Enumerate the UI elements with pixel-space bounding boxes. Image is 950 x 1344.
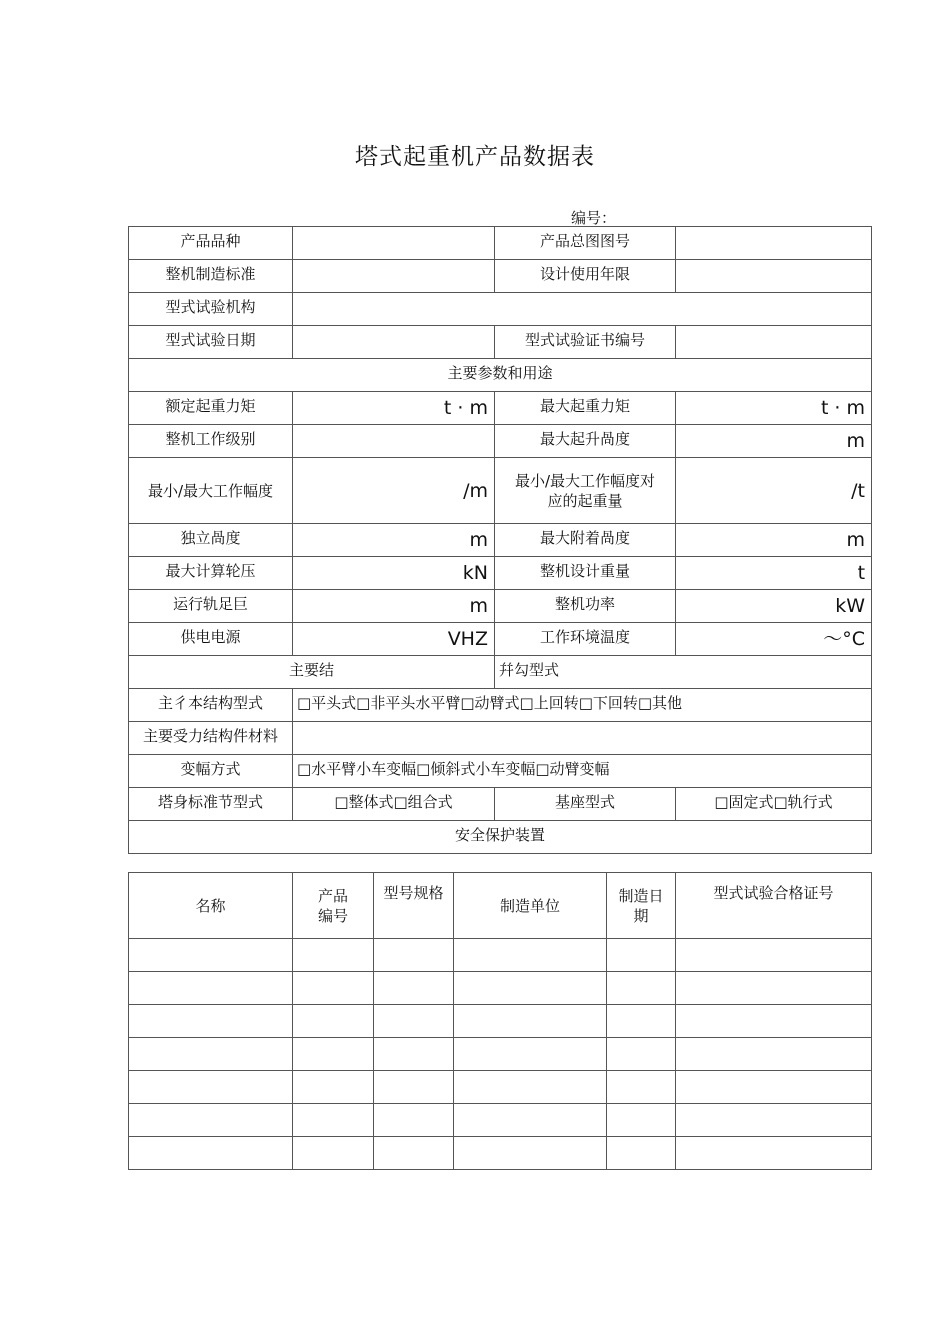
header-cert: 型式试验合格证号 [676,873,872,939]
label-test-cert-no: 型式试验证书编号 [495,326,676,359]
cell-model[interactable] [374,1104,454,1137]
table-row [129,359,872,392]
label-max-moment: 最大起重力矩 [495,392,676,425]
unit-ambient-temp[interactable]: ～°C [676,623,872,656]
table-row [129,972,872,1005]
safety-devices-table [128,872,872,1170]
unit-power[interactable]: kW [676,590,872,623]
label-test-org: 型式试验机构 [129,293,293,326]
cell-cert[interactable] [676,1104,872,1137]
label-min-max-radius: 最小/最大工作幅度 [129,458,293,524]
label-test-date: 型式试验日期 [129,326,293,359]
cell-manufacturer[interactable] [454,1038,607,1071]
cell-date[interactable] [607,1137,676,1170]
cell-name[interactable] [129,1005,293,1038]
cell-model[interactable] [374,1137,454,1170]
unit-track-gauge[interactable]: m [293,590,495,623]
label-load-at-radius-line2: 应的起重量 [547,491,623,510]
cell-date[interactable] [607,1071,676,1104]
value-work-class[interactable] [293,425,495,458]
cell-name[interactable] [129,1038,293,1071]
value-product-type[interactable] [293,227,495,260]
header-product-no-line1: 产品 [317,886,348,905]
table-row [129,821,872,854]
cell-product-no[interactable] [293,1104,374,1137]
header-name: 名称 [129,873,293,939]
unit-max-moment[interactable]: t · m [676,392,872,425]
cell-date[interactable] [607,1005,676,1038]
table-row [129,722,872,755]
cell-manufacturer[interactable] [454,972,607,1005]
table-row [129,293,872,326]
unit-rated-moment[interactable]: t · m [293,392,495,425]
cell-product-no[interactable] [293,1071,374,1104]
cell-cert[interactable] [676,1038,872,1071]
table-row [129,656,872,689]
cell-manufacturer[interactable] [454,1005,607,1038]
header-date-line1: 制造日 [618,886,664,905]
table-row [129,590,872,623]
table-row [129,788,872,821]
cell-product-no[interactable] [293,1038,374,1071]
table-row [129,689,872,722]
cell-model[interactable] [374,1005,454,1038]
unit-freestanding-height[interactable]: m [293,524,495,557]
number-label: 编号： [571,209,617,227]
cell-date[interactable] [607,939,676,972]
options-base-type[interactable]: □固定式□轨行式 [676,788,872,821]
table-row [129,1005,872,1038]
label-base-type: 基座型式 [495,788,676,821]
table-row [129,1071,872,1104]
cell-date[interactable] [607,1038,676,1071]
options-mast-section[interactable]: □整体式□组合式 [293,788,495,821]
header-date-line2: 期 [633,906,649,925]
cell-cert[interactable] [676,972,872,1005]
label-general-drawing-no: 产品总图图号 [495,227,676,260]
cell-name[interactable] [129,1137,293,1170]
header-product-no [293,873,374,939]
label-max-wheel-pressure: 最大计算轮压 [129,557,293,590]
table-row [129,392,872,425]
table-row [129,1137,872,1170]
table-row [129,1038,872,1071]
label-ambient-temp: 工作环境温度 [495,623,676,656]
value-standard[interactable] [293,260,495,293]
label-standard: 整机制造标准 [129,260,293,293]
table-row [129,939,872,972]
section-safety-header: 安全保护装置 [129,821,872,854]
unit-max-anchored-height[interactable]: m [676,524,872,557]
cell-manufacturer[interactable] [454,1071,607,1104]
table-row [129,755,872,788]
label-max-anchored-height: 最大附着咼度 [495,524,676,557]
value-test-cert-no[interactable] [676,326,872,359]
table-row [129,524,872,557]
header-product-no-line2: 编号 [317,906,348,925]
table-row [129,425,872,458]
label-main-structure: 主彳本结构型式 [129,689,293,722]
unit-power-supply[interactable]: VHZ [293,623,495,656]
label-power-supply: 供电电源 [129,623,293,656]
cell-product-no[interactable] [293,1137,374,1170]
data-table [128,226,872,854]
table-row [129,557,872,590]
label-mast-section: 塔身标准节型式 [129,788,293,821]
label-freestanding-height: 独立咼度 [129,524,293,557]
cell-product-no[interactable] [293,972,374,1005]
header-model: 型号规格 [374,873,454,939]
value-service-life[interactable] [676,260,872,293]
label-power: 整机功率 [495,590,676,623]
value-general-drawing-no[interactable] [676,227,872,260]
options-luffing[interactable]: □水平臂小车变幅□倾斜式小车变幅□动臂变幅 [293,755,872,788]
cell-date[interactable] [607,1104,676,1137]
cell-cert[interactable] [676,1137,872,1170]
cell-name[interactable] [129,1071,293,1104]
section-structure-header-right: 幷勾型式 [495,656,872,689]
page-title: 塔式起重机产品数据表 [355,144,595,170]
unit-max-lift-height[interactable]: m [676,425,872,458]
label-load-at-radius [495,458,676,524]
label-work-class: 整机工作级别 [129,425,293,458]
table-row [129,1104,872,1137]
cell-model[interactable] [374,1071,454,1104]
section-params-header: 主要参数和用途 [129,359,872,392]
cell-manufacturer[interactable] [454,1104,607,1137]
unit-max-wheel-pressure[interactable]: kN [293,557,495,590]
label-product-type: 产品品种 [129,227,293,260]
section-structure-header-left: 主要结 [129,656,495,689]
label-luffing: 变幅方式 [129,755,293,788]
value-main-material[interactable] [293,722,872,755]
table-row [129,623,872,656]
cell-model[interactable] [374,939,454,972]
options-main-structure[interactable]: □平头式□非平头水平臂□动臂式□上回转□下回转□其他 [293,689,872,722]
cell-date[interactable] [607,972,676,1005]
table-row [129,458,872,524]
cell-name[interactable] [129,939,293,972]
label-load-at-radius-line1: 最小/最大工作幅度对 [514,471,656,490]
header-manufacturer: 制造单位 [454,873,607,939]
table-row [129,260,872,293]
cell-manufacturer[interactable] [454,939,607,972]
cell-name[interactable] [129,1104,293,1137]
cell-product-no[interactable] [293,939,374,972]
value-test-org[interactable] [293,293,872,326]
cell-cert[interactable] [676,1071,872,1104]
label-main-material: 主要受力结构件材料 [129,722,293,755]
unit-min-max-radius[interactable]: /m [293,458,495,524]
unit-design-weight[interactable]: t [676,557,872,590]
table-row [129,326,872,359]
cell-model[interactable] [374,1038,454,1071]
label-rated-moment: 额定起重力矩 [129,392,293,425]
label-design-weight: 整机设计重量 [495,557,676,590]
label-service-life: 设计使用年限 [495,260,676,293]
unit-load-at-radius[interactable]: /t [676,458,872,524]
header-date [607,873,676,939]
table-header-row [129,873,872,939]
cell-cert[interactable] [676,1005,872,1038]
table-row [129,227,872,260]
cell-name[interactable] [129,972,293,1005]
label-max-lift-height: 最大起升咼度 [495,425,676,458]
label-track-gauge: 运行轨足巨 [129,590,293,623]
cell-manufacturer[interactable] [454,1137,607,1170]
value-test-date[interactable] [293,326,495,359]
cell-product-no[interactable] [293,1005,374,1038]
cell-model[interactable] [374,972,454,1005]
cell-cert[interactable] [676,939,872,972]
